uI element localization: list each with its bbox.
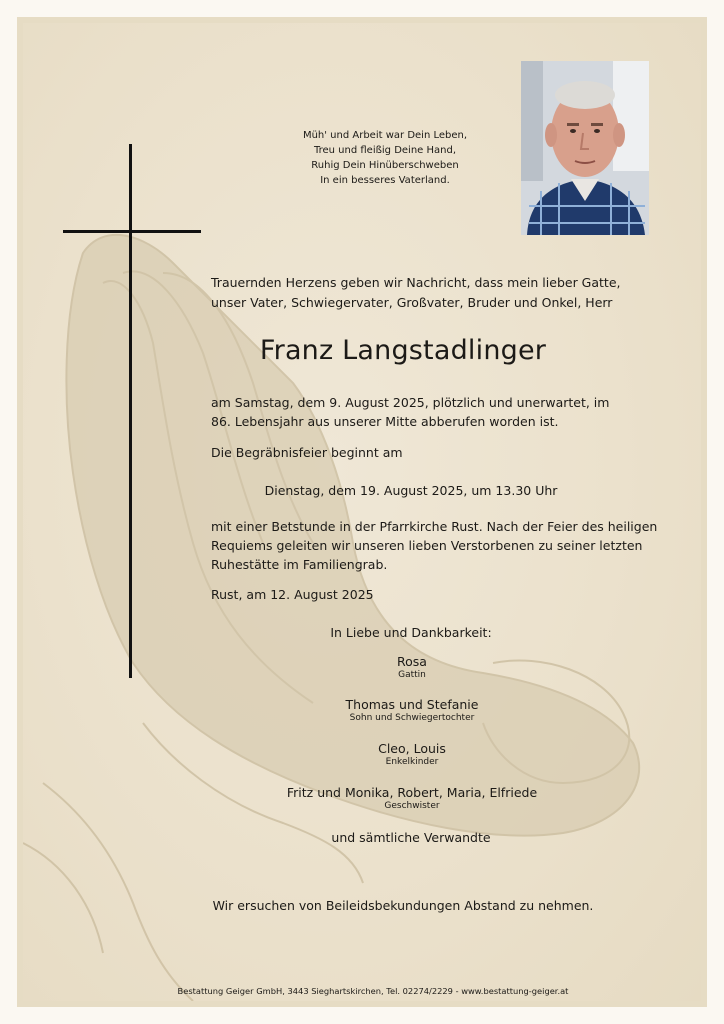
poem-line: Treu und fleißig Deine Hand, (313, 145, 457, 156)
mourner-entry (237, 697, 587, 725)
cross-vertical-bar (129, 144, 132, 678)
mourner-entry (237, 785, 587, 813)
mourner-entry (237, 654, 587, 682)
condolence-request: Wir ersuchen von Beileidsbekundungen Abstand zu nehmen. (212, 898, 594, 913)
mourner-relation: Gattin (398, 670, 426, 680)
mourner-relation: Geschwister (384, 801, 440, 811)
funeral-line: Requiems geleiten wir unseren lieben Verstorbenen zu seiner letzten (211, 538, 643, 553)
poem-line: In ein besseres Vaterland. (320, 175, 450, 186)
cross-horizontal-bar (63, 230, 201, 233)
intro-line: unser Vater, Schwiegervater, Großvater, Bruder und Onkel, Herr (211, 295, 613, 310)
death-line: am Samstag, dem 9. August 2025, plötzlich und unerwartet, im (211, 395, 610, 410)
mourner-relation: Enkelkinder (385, 757, 439, 767)
mourner-name: Rosa (397, 654, 427, 669)
funeral-details (211, 517, 658, 574)
poem-line: Müh' und Arbeit war Dein Leben, (302, 130, 468, 141)
portrait-photo (521, 61, 649, 235)
death-notice (211, 393, 611, 431)
memorial-poem (273, 128, 497, 188)
place-date: Rust, am 12. August 2025 (211, 587, 374, 602)
mourner-entry (237, 741, 587, 769)
mourner-name: Cleo, Louis (378, 741, 446, 756)
funeral-date: Dienstag, dem 19. August 2025, um 13.30 Uhr (264, 483, 558, 498)
funeral-line: Ruhestätte im Familiengrab. (211, 557, 388, 572)
funeral-intro: Die Begräbnisfeier beginnt am (211, 445, 403, 460)
relatives-line: und sämtliche Verwandte (331, 830, 491, 845)
funeral-home-imprint: Bestattung Geiger GmbH, 3443 Sieghartskirchen, Tel. 02274/2229 - www.bestattung-geiger.at (177, 986, 569, 996)
obituary-card (23, 23, 701, 1001)
portrait-illustration (521, 61, 649, 235)
intro-line: Trauernden Herzens geben wir Nachricht, dass mein lieber Gatte, (211, 275, 621, 290)
mourner-name: Fritz und Monika, Robert, Maria, Elfriede (286, 785, 538, 800)
closing-line: In Liebe und Dankbarkeit: (330, 625, 492, 640)
deceased-name: Franz Langstadlinger (259, 335, 547, 366)
death-line: 86. Lebensjahr aus unserer Mitte abberufen worden ist. (211, 414, 559, 429)
poem-line: Ruhig Dein Hinüberschweben (311, 160, 459, 171)
mourner-relation: Sohn und Schwiegertochter (349, 713, 475, 723)
funeral-line: mit einer Betstunde in der Pfarrkirche Rust. Nach der Feier des heiligen (211, 519, 658, 534)
announcement-intro (211, 273, 621, 313)
mourner-name: Thomas und Stefanie (345, 697, 479, 712)
